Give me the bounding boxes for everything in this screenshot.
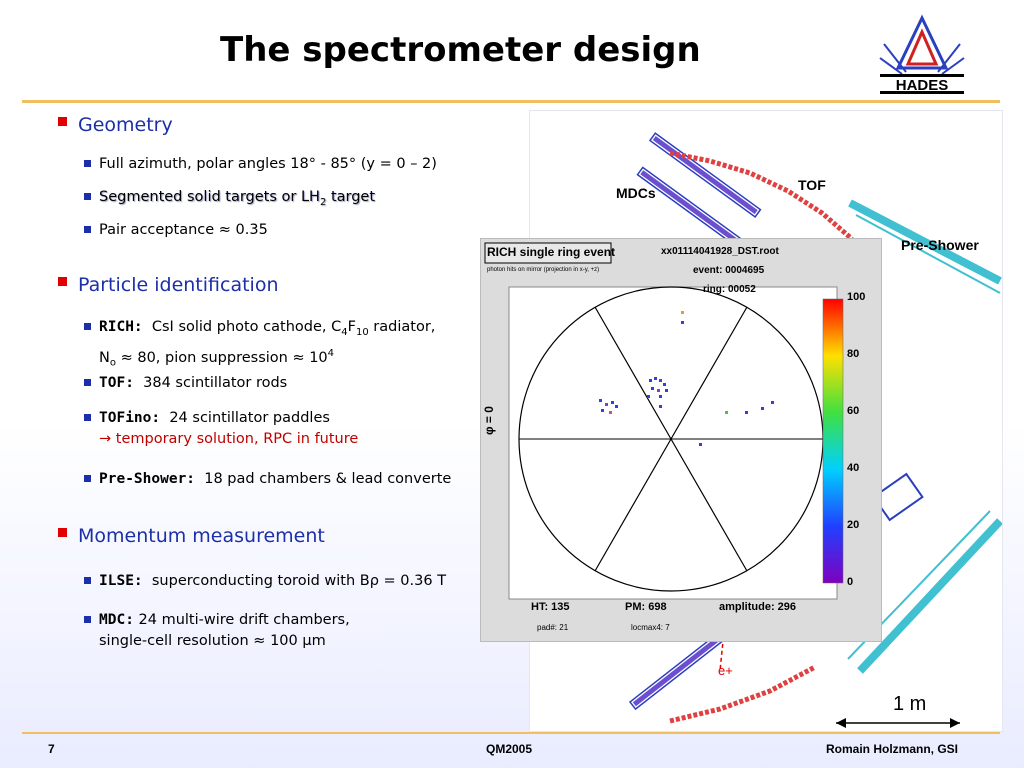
slide-title: The spectrometer design [220, 30, 701, 70]
bullet-tof [84, 373, 287, 394]
phi-label: φ = 0 [482, 406, 496, 435]
bullet-text: TOF: 384 scintillator rods [99, 375, 288, 391]
rich-ring-number: ring: 00052 [703, 284, 756, 295]
blue-bullet-icon [84, 414, 91, 421]
rich-file: xx01114041928_DST.root [661, 246, 779, 257]
section-momentum [62, 525, 325, 547]
bullet-text: ILSE: superconducting toroid with Bρ = 0.36 T [99, 573, 447, 589]
bullet-rich [84, 317, 435, 374]
colorbar-tick: 40 [847, 462, 860, 474]
section-pid [62, 274, 279, 296]
rich-ht: HT: 135 [531, 601, 570, 613]
blue-bullet-icon [84, 226, 91, 233]
blue-bullet-icon [84, 323, 91, 330]
blue-bullet-icon [84, 379, 91, 386]
footer-divider [22, 732, 1000, 734]
bullet-text: TOFino: 24 scintillator paddles → temporary solution, RPC in future [99, 410, 359, 447]
rich-title: RICH single ring event [487, 245, 616, 259]
bullet-text: Pre-Shower: 18 pad chambers & lead converte [99, 471, 452, 487]
rich-pm: PM: 698 [625, 601, 667, 613]
section-heading: Particle identification [78, 274, 279, 296]
bullet-acceptance [84, 220, 268, 241]
bullet-targets [84, 187, 375, 213]
rich-event-number: event: 0004695 [693, 265, 765, 276]
red-bullet-icon [58, 277, 67, 286]
colorbar-tick: 20 [847, 519, 860, 531]
rich-event-display [480, 238, 882, 642]
rich-subtitle: photon hits on mirror (projection in x-y, +z) [487, 267, 600, 273]
red-bullet-icon [58, 528, 67, 537]
colorbar-tick: 60 [847, 405, 860, 417]
page-number: 7 [48, 742, 55, 756]
blue-bullet-icon [84, 577, 91, 584]
rich-locmax: locmax4: 7 [631, 623, 670, 632]
bullet-preshower [84, 469, 451, 490]
blue-bullet-icon [84, 160, 91, 167]
rich-pad: pad#: 21 [537, 623, 569, 632]
bullet-text: Segmented solid targets or $LH_2$ target [99, 189, 376, 208]
red-bullet-icon [58, 117, 67, 126]
bullet-ilse [84, 571, 446, 592]
hades-logo [876, 14, 968, 96]
logo-text: HADES [895, 77, 949, 94]
colorbar-tick: 0 [847, 576, 854, 588]
title-divider [22, 100, 1000, 103]
bullet-tofino [84, 408, 358, 450]
bullet-text: Full azimuth, polar angles 18° - 85° (y = 0 – 2) [99, 156, 437, 172]
particle-label: e+ [718, 663, 733, 678]
colorbar-tick: 100 [847, 291, 866, 303]
rich-amplitude: amplitude: 296 [719, 601, 797, 613]
blue-bullet-icon [84, 616, 91, 623]
bullet-azimuth [84, 154, 437, 175]
scale-bar [836, 718, 960, 728]
scale-label: 1 m [893, 693, 927, 715]
section-heading: Momentum measurement [78, 525, 325, 547]
bullet-text: Pair acceptance ≈ 0.35 [99, 222, 268, 238]
tofino-note: → temporary solution, RPC in future [99, 431, 359, 447]
mdcs-label: MDCs [616, 185, 656, 201]
color-scale-bar [823, 299, 843, 583]
tof-lower [670, 667, 815, 721]
colorbar-tick: 80 [847, 348, 860, 360]
section-heading: Geometry [78, 114, 173, 136]
rich-event-plot [481, 239, 883, 643]
bullet-text: RICH: CsI solid photo cathode, $C_4F_{10}$ radiator, $N_o \approx 80$, pion suppression ≈ $10^4$ [99, 319, 436, 369]
section-geometry [62, 114, 173, 136]
tof-label: TOF [798, 177, 826, 193]
author-name: Romain Holzmann, GSI [826, 742, 959, 756]
blue-bullet-icon [84, 193, 91, 200]
bullet-mdc [84, 610, 350, 652]
preshower-label: Pre-Shower [901, 237, 979, 253]
conference-name: QM2005 [486, 742, 533, 756]
bullet-text: MDC: 24 multi-wire drift chambers, single-cell resolution ≈ 100 μm [99, 612, 350, 649]
blue-bullet-icon [84, 475, 91, 482]
